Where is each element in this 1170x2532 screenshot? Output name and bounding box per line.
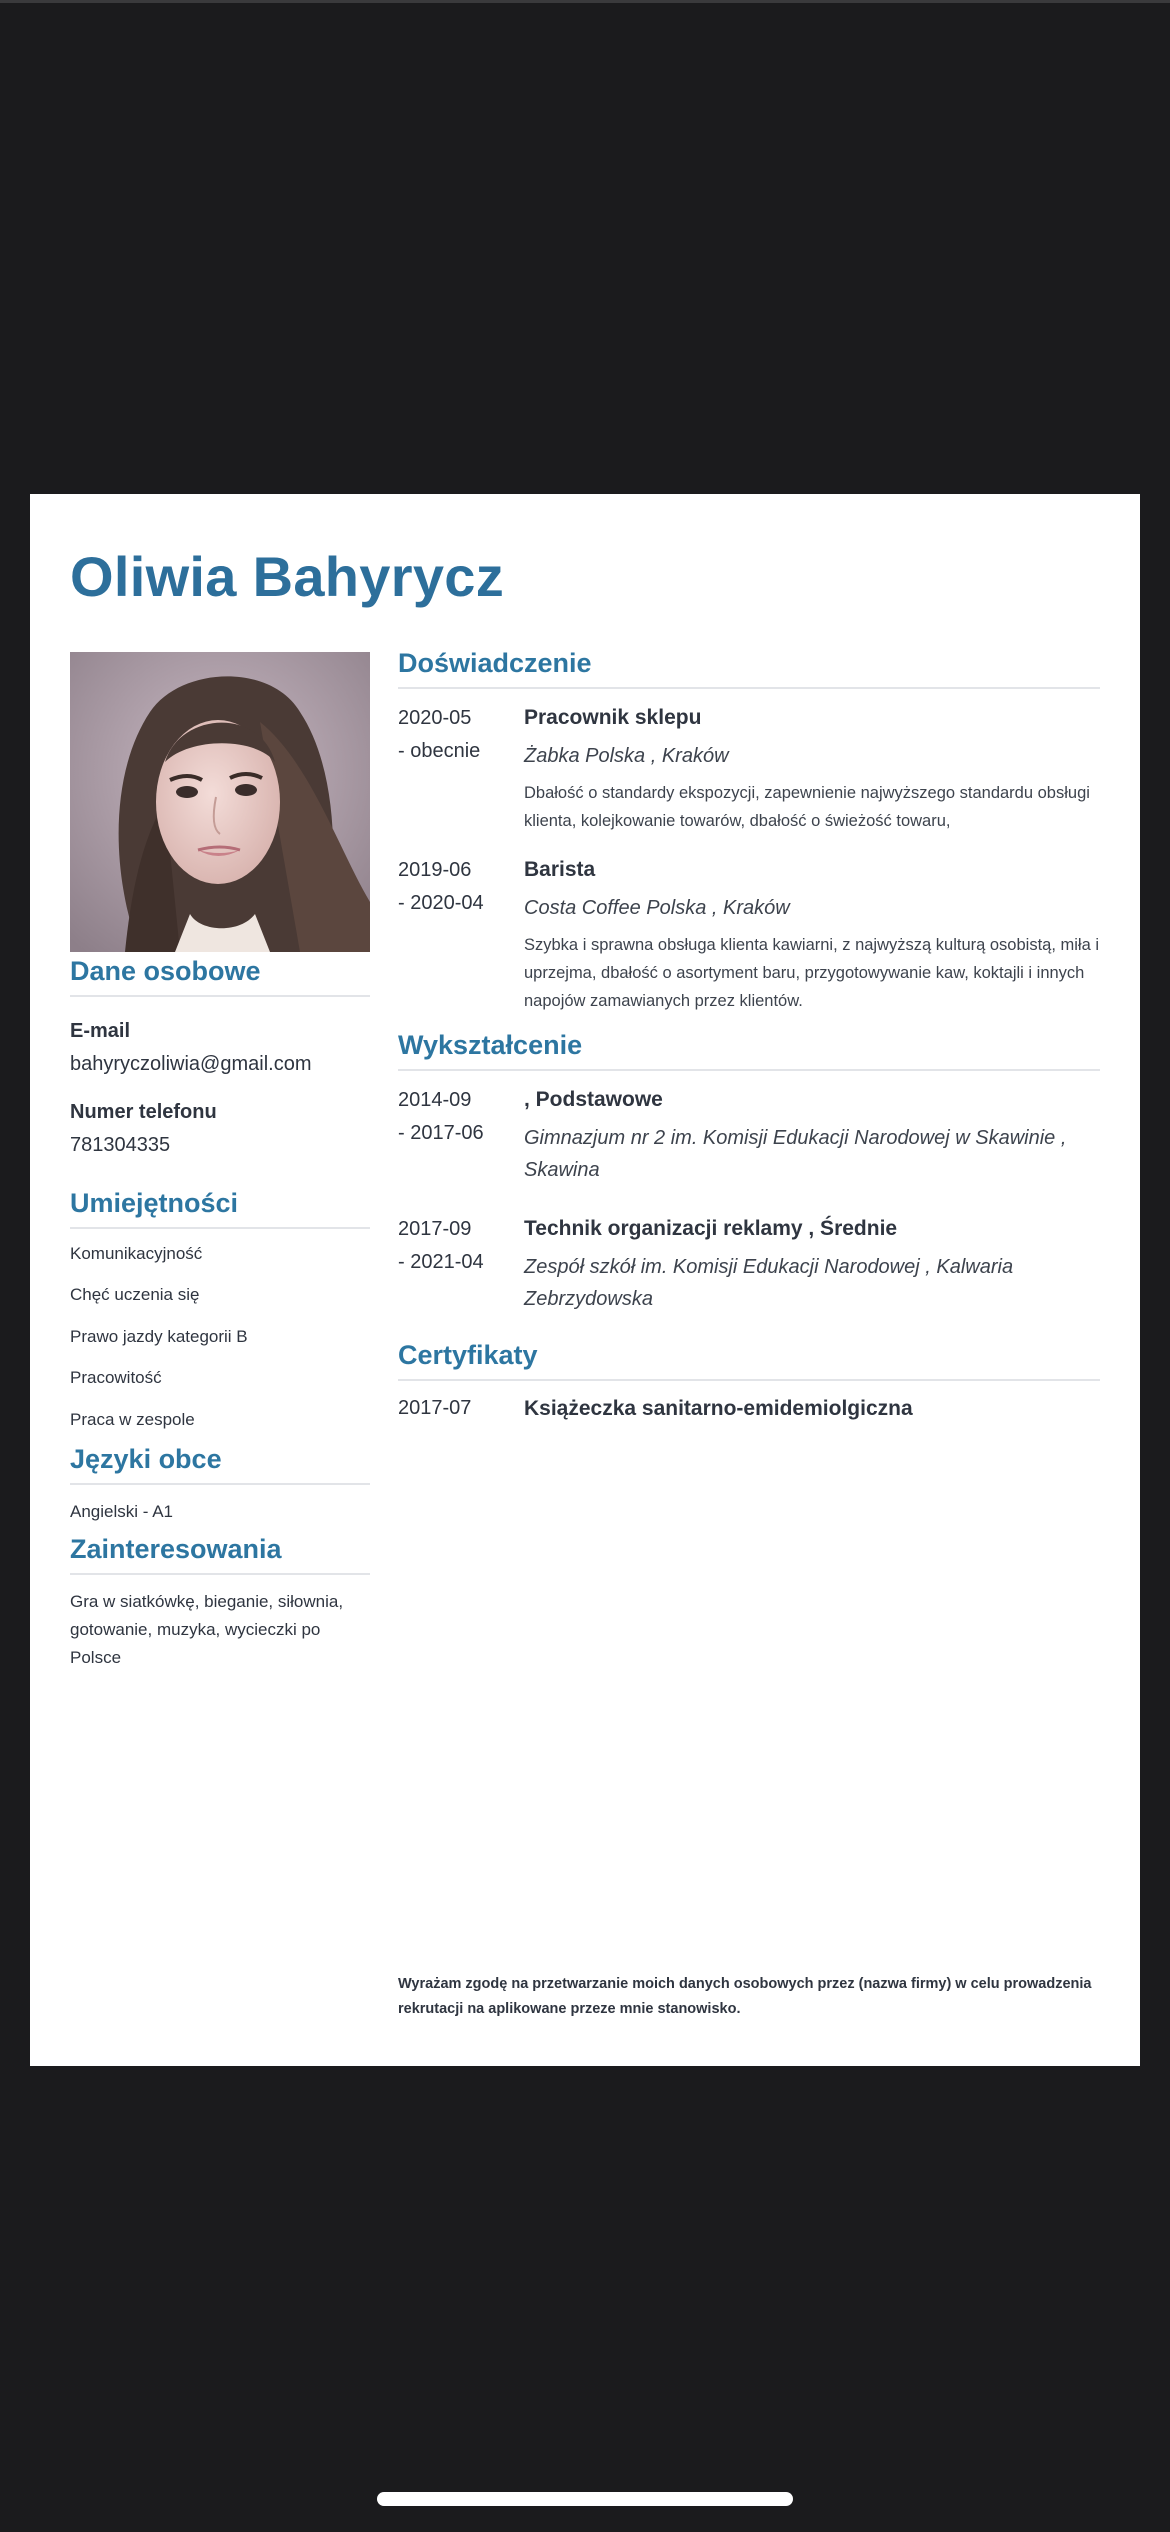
email-value[interactable]: bahyryczoliwia@gmail.com (70, 1053, 312, 1075)
skills-title: Umiejętności (70, 1188, 370, 1229)
certificates-title: Certyfikaty (398, 1340, 1100, 1381)
experience-position: Barista (524, 858, 596, 881)
candidate-name: Oliwia Bahyrycz (70, 545, 505, 608)
education-school: Zespół szkół im. Komisji Edukacji Narodowej , Kalwaria Zebrzydowska (524, 1256, 1014, 1310)
skills-section (70, 1188, 370, 1229)
experience-company: Costa Coffee Polska , Kraków (524, 897, 790, 919)
education-date (398, 1084, 518, 1150)
education-details (524, 1213, 1100, 1315)
date-to: - 2021-04 (398, 1251, 484, 1273)
date-to: - obecnie (398, 740, 481, 762)
date-from: 2014-09 (398, 1089, 472, 1111)
experience-details (524, 854, 1100, 1015)
skill-item: Komunikacyjność (70, 1244, 203, 1263)
date-to: - 2017-06 (398, 1122, 484, 1144)
skill-item: Prawo jazdy kategorii B (70, 1327, 248, 1346)
phone-value[interactable]: 781304335 (70, 1134, 171, 1156)
certificate-date: 2017-07 (398, 1397, 472, 1419)
education-date (398, 1213, 518, 1279)
cv-page[interactable] (30, 494, 1140, 2066)
experience-company: Żabka Polska , Kraków (524, 745, 729, 767)
home-indicator[interactable] (377, 2492, 793, 2506)
phone-label: Numer telefonu (70, 1101, 217, 1123)
education-school: Gimnazjum nr 2 im. Komisji Edukacji Narodowej w Skawinie , Skawina (524, 1127, 1067, 1181)
experience-details (524, 702, 1100, 835)
education-section (398, 1030, 1100, 1071)
education-degree: Technik organizacji reklamy , Średnie (524, 1217, 898, 1240)
education-title: Wykształcenie (398, 1030, 1100, 1071)
date-from: 2017-09 (398, 1218, 472, 1240)
interests-title: Zainteresowania (70, 1534, 370, 1575)
experience-title: Doświadczenie (398, 648, 1100, 689)
skill-item: Pracowitość (70, 1368, 162, 1387)
profile-photo (70, 652, 370, 952)
skill-item: Praca w zespole (70, 1410, 195, 1429)
education-degree: , Podstawowe (524, 1088, 663, 1111)
personal-section (70, 956, 370, 997)
experience-description: Dbałość o standardy ekspozycji, zapewnienie najwyższego standardu obsługi klienta, kolejkowanie towarów, dbałość o świeżość towaru, (524, 784, 1090, 830)
certificates-section (398, 1340, 1100, 1381)
experience-date (398, 702, 518, 768)
experience-section (398, 648, 1100, 689)
experience-date (398, 854, 518, 920)
date-from: 2020-05 (398, 707, 472, 729)
education-details (524, 1084, 1100, 1186)
skill-item: Chęć uczenia się (70, 1285, 200, 1304)
languages-section (70, 1444, 370, 1485)
experience-description: Szybka i sprawna obsługa klienta kawiarni, z najwyższą kulturą osobistą, miła i uprzejma, dbałość o asortyment baru, przygotowywanie kaw, koktajli i innych napojów zamawianych przez klientów. (524, 936, 1100, 1010)
experience-position: Pracownik sklepu (524, 706, 702, 729)
interests-text: Gra w siatkówkę, bieganie, siłownia, gotowanie, muzyka, wycieczki po Polsce (70, 1592, 344, 1667)
language-item: Angielski - A1 (70, 1502, 173, 1521)
consent-clause: Wyrażam zgodę na przetwarzanie moich danych osobowych przez (nazwa firmy) w celu prowadzenia rekrutacji na aplikowane przeze mnie stanowisko. (398, 1976, 1092, 2017)
date-from: 2019-06 (398, 859, 472, 881)
languages-title: Języki obce (70, 1444, 370, 1485)
status-bar-edge (0, 0, 1170, 3)
date-to: - 2020-04 (398, 892, 484, 914)
interests-section (70, 1534, 370, 1575)
certificate-name: Książeczka sanitarno-emidemiolgiczna (524, 1397, 913, 1420)
personal-title: Dane osobowe (70, 956, 370, 997)
email-label: E-mail (70, 1020, 131, 1042)
